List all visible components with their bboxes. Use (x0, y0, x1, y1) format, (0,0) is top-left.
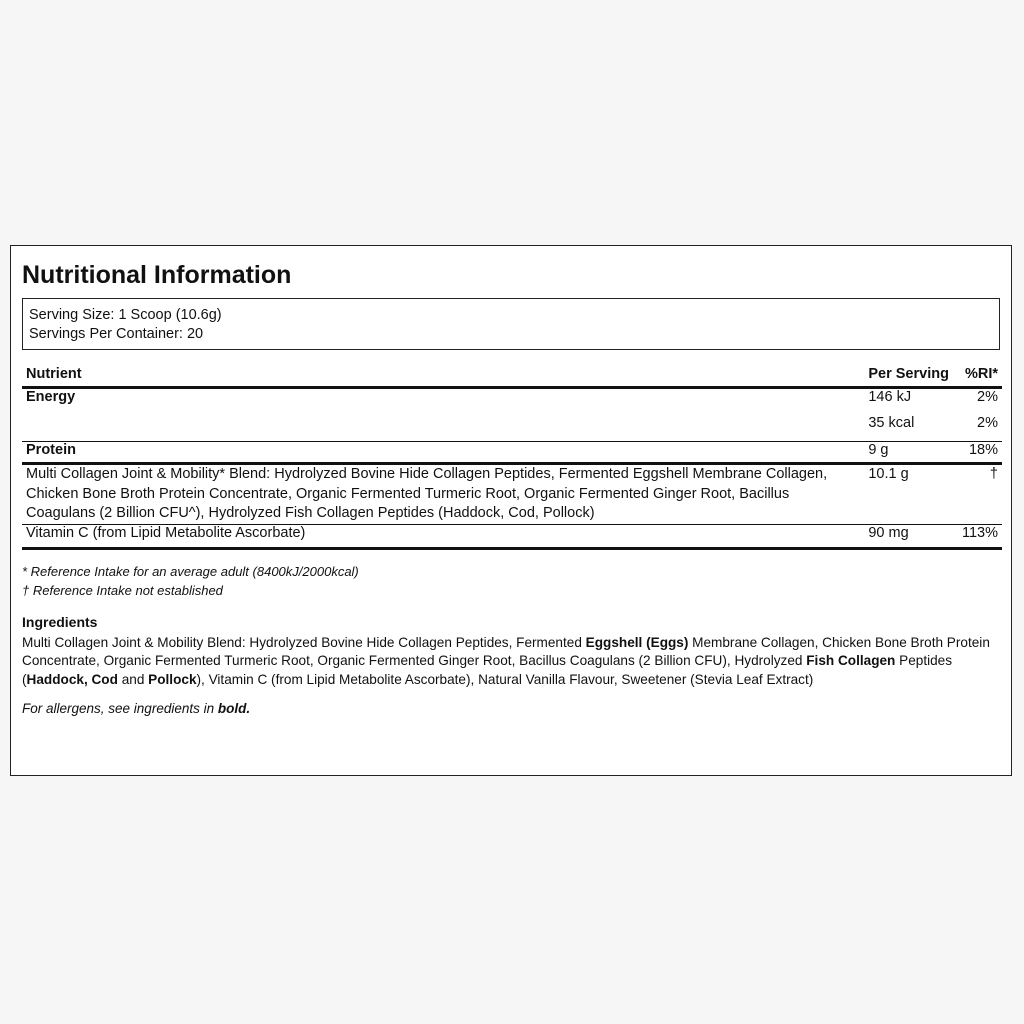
table-row (22, 524, 1002, 548)
nutrient-name: Protein (26, 442, 76, 458)
nutrient-name: Multi Collagen Joint & Mobility* Blend: Hydrolyzed Bovine Hide Collagen Peptides, Fermented Eggshell Membrane Collagen, Chicken Bone Broth Protein Concentrate, Organic Fermented Turmeric Root, Organic Fermented Ginger Root, Bacillus Coagulans (2 Billion CFU^), Hydrolyzed Fish Collagen Peptides (Haddock, Cod, Pollock) (26, 466, 828, 521)
header-ri: %RI* (964, 366, 998, 382)
header-per-serving: Per Serving (868, 366, 949, 382)
allergen-note-text: For allergens, see ingredients in (22, 701, 218, 716)
footnotes (22, 562, 1000, 600)
ingredient-text: ), Vitamin C (from Lipid Metabolite Ascorbate), Natural Vanilla Flavour, Sweetener (Stevia Leaf Extract) (196, 671, 814, 687)
allergen-note (22, 701, 1000, 716)
not-established-footnote: † Reference Intake not established (22, 582, 223, 598)
nutrition-panel (10, 245, 1012, 776)
allergen-note-bold: bold. (217, 701, 251, 716)
allergen-highlight: Haddock, Cod (26, 671, 118, 687)
nutrient-name: Energy (26, 389, 76, 405)
table-header (22, 362, 1002, 388)
ingredient-text: and (117, 671, 149, 687)
ri-value: 18% (968, 442, 998, 458)
ingredients-title: Ingredients (22, 613, 98, 630)
serving-size: Serving Size: 1 Scoop (10.6g) (29, 307, 222, 323)
per-serving-value: 10.1 g (868, 466, 909, 482)
ingredient-text: Peptides ( (22, 653, 953, 687)
ri-footnote: * Reference Intake for an average adult (8400kJ/2000kcal) (22, 563, 359, 579)
table-row (22, 442, 1002, 464)
nutrient-name (22, 415, 864, 442)
ingredient-text: Membrane Collagen, Chicken Bone Broth Protein Concentrate, Organic Fermented Turmeric Root, Organic Fermented Ginger Root, Bacillus Coagulans (2 Billion CFU), Hydrolyzed (22, 634, 990, 668)
table-row (22, 415, 1002, 442)
ingredients-text (22, 634, 1000, 690)
nutrition-table (22, 362, 1002, 550)
table-row (22, 388, 1002, 416)
ri-value: 2% (977, 415, 998, 431)
ri-value: † (989, 466, 998, 482)
allergen-highlight: Eggshell (Eggs) (585, 634, 689, 650)
per-serving-value: 9 g (868, 442, 889, 458)
page-title: Nutritional Information (22, 261, 292, 289)
allergen-highlight: Pollock (148, 671, 197, 687)
ri-value: 2% (977, 389, 998, 405)
serving-box (22, 298, 1000, 350)
table-row (22, 464, 1002, 525)
nutrient-name: Vitamin C (from Lipid Metabolite Ascorbate) (26, 524, 306, 541)
per-serving-value: 146 kJ (868, 389, 912, 405)
servings-per-container: Servings Per Container: 20 (29, 326, 204, 342)
ri-value: 113% (961, 524, 998, 541)
header-nutrient: Nutrient (26, 366, 82, 382)
per-serving-value: 90 mg (868, 524, 909, 541)
allergen-highlight: Fish Collagen (806, 653, 896, 668)
per-serving-value: 35 kcal (868, 415, 915, 431)
ingredient-text: Multi Collagen Joint & Mobility Blend: Hydrolyzed Bovine Hide Collagen Peptides, Fermented (22, 634, 586, 650)
